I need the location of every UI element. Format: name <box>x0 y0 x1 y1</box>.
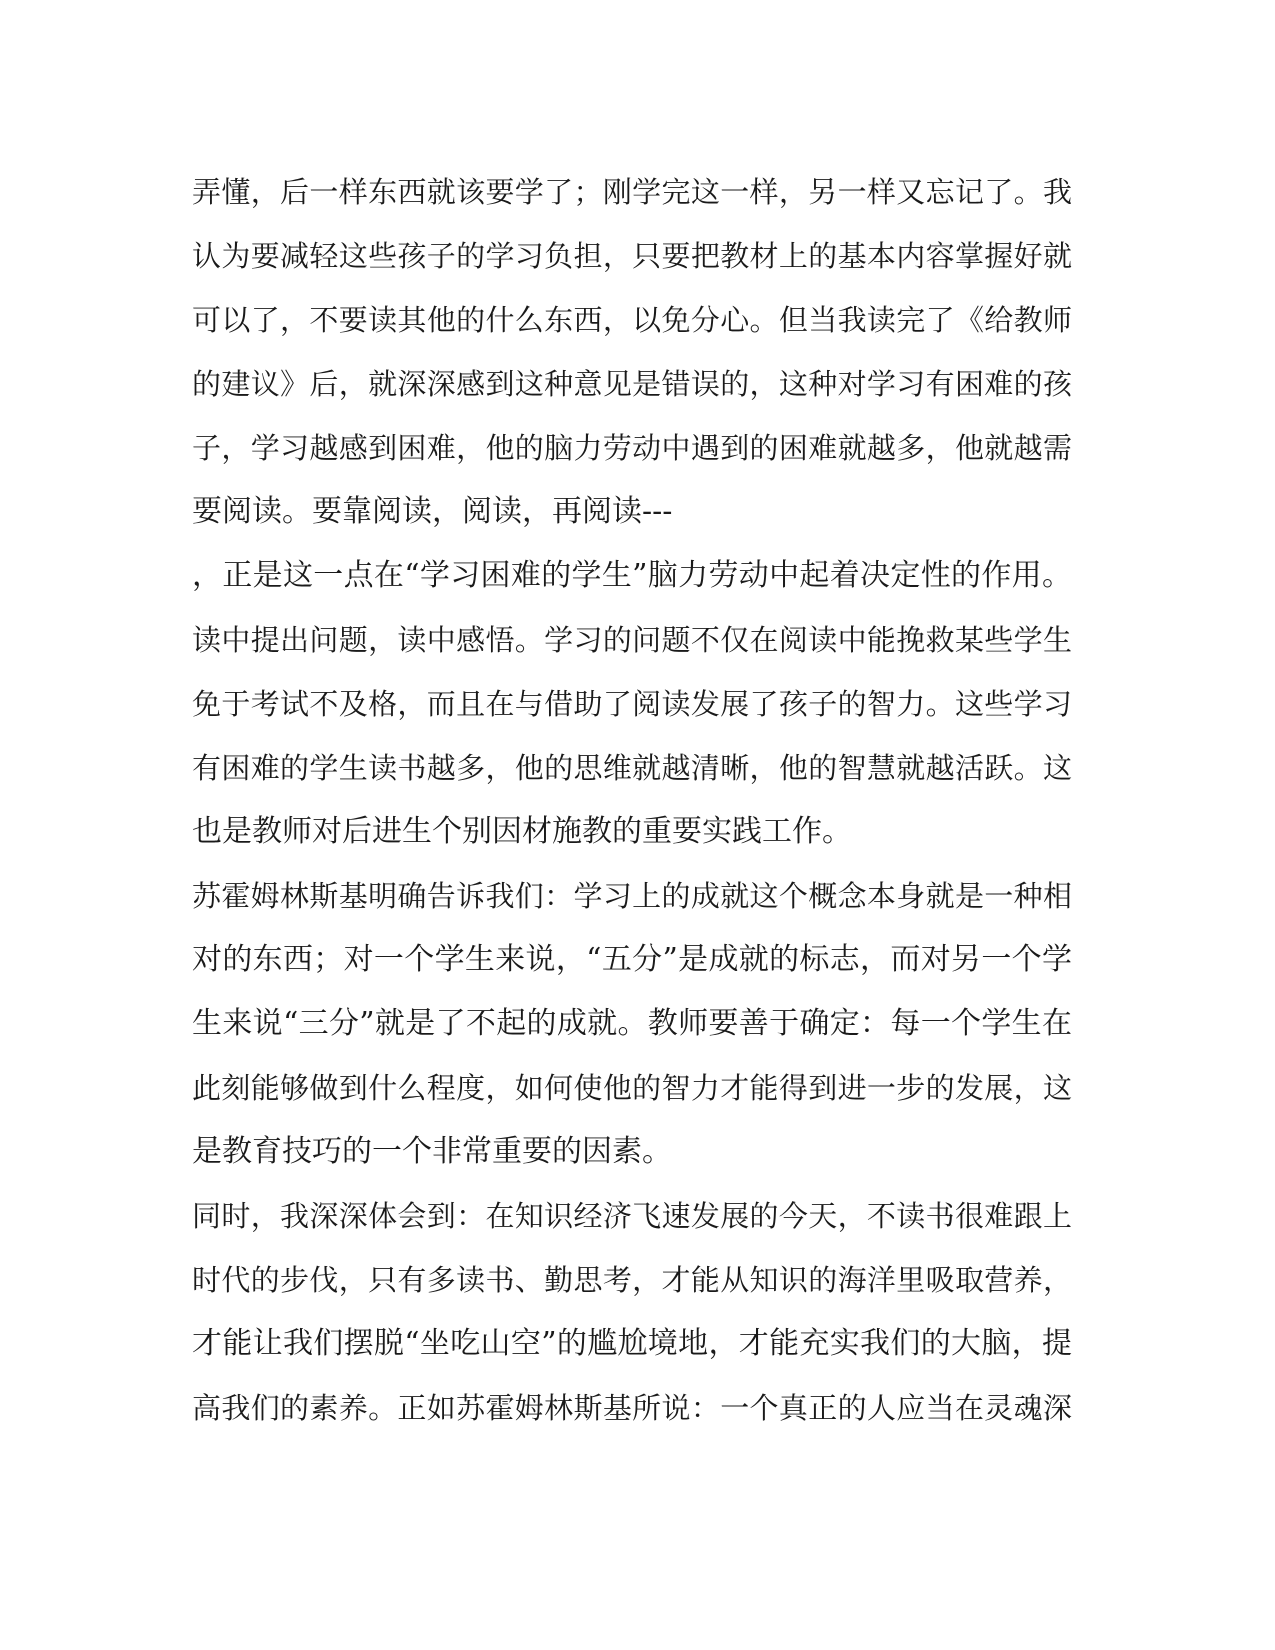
text-line: 的建议》后，就深深感到这种意见是错误的，这种对学习有困难的孩 <box>192 367 1072 401</box>
text-line: 此刻能够做到什么程度，如何使他的智力才能得到进一步的发展，这 <box>192 1071 1072 1105</box>
text-line: 子，学习越感到困难，他的脑力劳动中遇到的困难就越多，他就越需 <box>192 431 1072 465</box>
text-line: 弄懂，后一样东西就该要学了；刚学完这一样，另一样又忘记了。我 <box>192 175 1072 209</box>
text-line: 生来说“三分”就是了不起的成就。教师要善于确定：每一个学生在 <box>192 1006 1072 1041</box>
text-line: 读中提出问题，读中感悟。学习的问题不仅在阅读中能挽救某些学生 <box>192 623 1072 657</box>
text-line: 是教育技巧的一个非常重要的因素。 <box>192 1134 672 1169</box>
text-line: 才能让我们摆脱“坐吃山空”的尴尬境地，才能充实我们的大脑，提 <box>192 1326 1072 1361</box>
text-line: 有困难的学生读书越多，他的思维就越清晰，他的智慧就越活跃。这 <box>192 751 1072 785</box>
text-line: 要阅读。要靠阅读，阅读，再阅读--- <box>192 494 673 529</box>
text-line: 苏霍姆林斯基明确告诉我们：学习上的成就这个概念本身就是一种相 <box>192 879 1072 913</box>
text-line: 也是教师对后进生个别因材施教的重要实践工作。 <box>192 814 852 849</box>
text-line: 时代的步伐，只有多读书、勤思考，才能从知识的海洋里吸取营养， <box>192 1263 1072 1297</box>
text-line: 同时，我深深体会到：在知识经济飞速发展的今天，不读书很难跟上 <box>192 1199 1072 1233</box>
text-line: 免于考试不及格，而且在与借助了阅读发展了孩子的智力。这些学习 <box>192 687 1072 721</box>
body-text <box>192 160 1072 1440</box>
text-line: ，正是这一点在“学习困难的学生”脑力劳动中起着决定性的作用。 <box>192 558 1072 593</box>
text-line: 对的东西；对一个学生来说，“五分”是成就的标志，而对另一个学 <box>192 942 1072 977</box>
text-line: 可以了，不要读其他的什么东西，以免分心。但当我读完了《给教师 <box>192 303 1072 337</box>
text-line: 高我们的素养。正如苏霍姆林斯基所说：一个真正的人应当在灵魂深 <box>192 1391 1072 1425</box>
text-line: 认为要减轻这些孩子的学习负担，只要把教材上的基本内容掌握好就 <box>192 239 1072 273</box>
